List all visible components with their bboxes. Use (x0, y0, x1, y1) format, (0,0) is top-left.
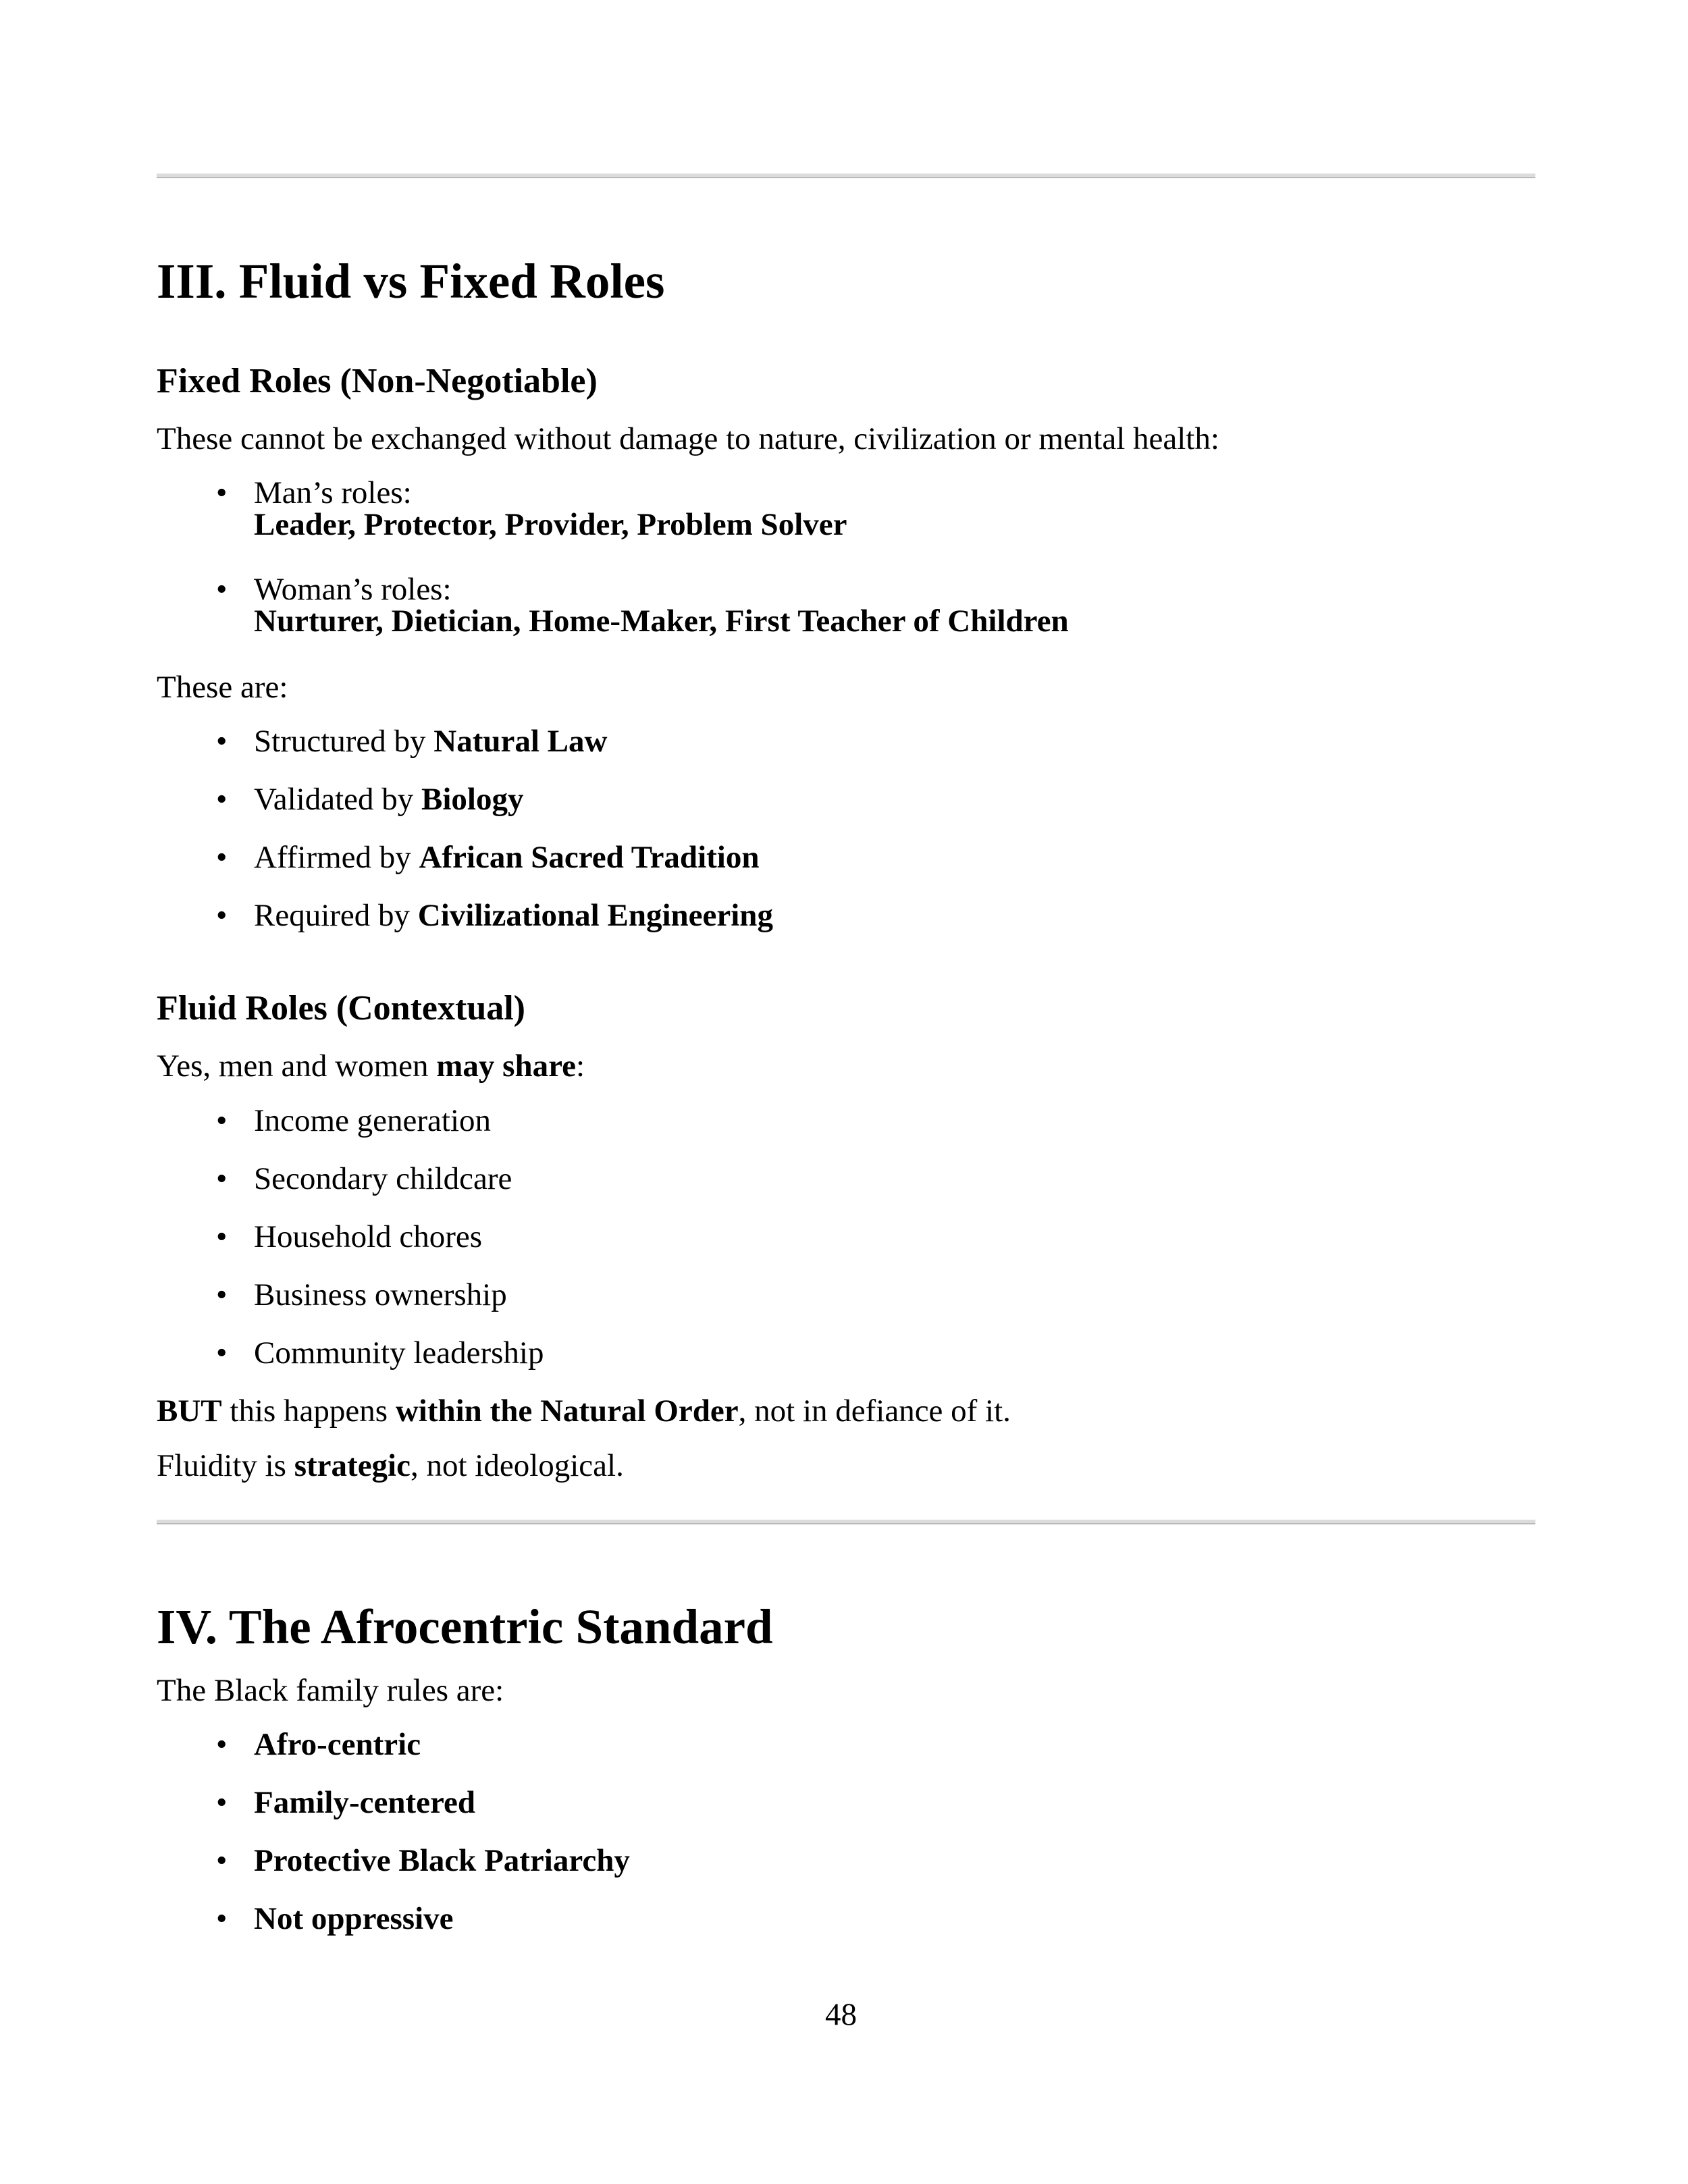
intro-colon: : (576, 1048, 585, 1084)
bullet: • (216, 840, 228, 875)
man-roles-label: Man’s roles: (254, 475, 412, 510)
statement-text: , not ideological. (410, 1448, 624, 1483)
list-item (216, 898, 773, 933)
list-item (216, 1843, 630, 1878)
bullet: • (216, 724, 228, 759)
list-item-woman-roles (216, 572, 1069, 639)
fluid-roles-intro (157, 1050, 585, 1082)
bullet: • (216, 1277, 228, 1312)
list-item (216, 840, 760, 875)
list-item-text: Business ownership (254, 1277, 507, 1312)
intro-text: Yes, men and women (157, 1048, 437, 1084)
list-item-text: Family-centered (254, 1785, 476, 1820)
top-divider (157, 174, 1535, 178)
fixed-roles-intro: These cannot be exchanged without damage to nature, civilization or mental health: (157, 421, 1219, 456)
statement-emphasis: BUT (157, 1393, 222, 1429)
statement-emphasis: strategic (294, 1448, 411, 1483)
statement-text: , not in defiance of it. (738, 1393, 1011, 1429)
bullet: • (216, 1219, 228, 1254)
list-item-man-roles (216, 475, 847, 542)
fixed-roles-heading: Fixed Roles (Non-Negotiable) (157, 362, 598, 400)
list-item-text: Protective Black Patriarchy (254, 1843, 630, 1878)
bullet: • (216, 782, 228, 817)
statement-emphasis: within the Natural Order (395, 1393, 739, 1429)
bullet: • (216, 1103, 228, 1138)
these-are-text: These are: (157, 670, 288, 705)
list-item-emphasis: Natural Law (433, 724, 608, 759)
bullet: • (216, 1335, 228, 1370)
list-item-text: Secondary childcare (254, 1161, 512, 1196)
statement-text: this happens (221, 1393, 396, 1429)
section-4-intro: The Black family rules are: (157, 1673, 504, 1708)
bullet: • (216, 1727, 228, 1762)
list-item-text: Not oppressive (254, 1901, 454, 1936)
statement-text: Fluidity is (157, 1448, 294, 1483)
fluidity-statement (157, 1450, 624, 1482)
intro-emphasis: may share (436, 1048, 576, 1084)
list-item-text: Community leadership (254, 1335, 544, 1370)
section-3-title: III. Fluid vs Fixed Roles (157, 254, 665, 309)
bullet: • (216, 475, 228, 510)
list-item-emphasis: Civilizational Engineering (417, 898, 773, 933)
list-item (216, 1785, 476, 1820)
natural-order-statement (157, 1395, 1011, 1427)
bullet: • (216, 1161, 228, 1196)
section-4-title: IV. The Afrocentric Standard (157, 1599, 773, 1654)
page-number: 48 (825, 1997, 857, 2032)
list-item-text: Validated by (254, 782, 421, 817)
fluid-roles-heading: Fluid Roles (Contextual) (157, 989, 525, 1028)
list-item-text: Afro-centric (254, 1727, 421, 1762)
list-item (216, 1103, 492, 1138)
list-item-text: Income generation (254, 1103, 492, 1138)
list-item (216, 1335, 544, 1370)
woman-roles-list: Nurturer, Dietician, Home-Maker, First Teacher of Children (254, 604, 1069, 639)
list-item-text: Required by (254, 898, 418, 933)
list-item (216, 782, 524, 817)
list-item-text: Structured by (254, 724, 434, 759)
list-item (216, 1727, 421, 1762)
list-item (216, 1219, 483, 1254)
list-item-emphasis: African Sacred Tradition (419, 840, 760, 875)
list-item (216, 724, 608, 759)
bullet: • (216, 1785, 228, 1820)
list-item (216, 1901, 454, 1936)
man-roles-list: Leader, Protector, Provider, Problem Solver (254, 507, 847, 542)
list-item-text: Household chores (254, 1219, 483, 1254)
bullet: • (216, 1901, 228, 1936)
bullet: • (216, 1843, 228, 1878)
list-item (216, 1161, 512, 1196)
list-item (216, 1277, 507, 1312)
bullet: • (216, 572, 228, 607)
woman-roles-label: Woman’s roles: (254, 572, 452, 607)
list-item-emphasis: Biology (421, 782, 524, 817)
list-item-text: Affirmed by (254, 840, 419, 875)
bullet: • (216, 898, 228, 933)
section-divider (157, 1520, 1535, 1524)
